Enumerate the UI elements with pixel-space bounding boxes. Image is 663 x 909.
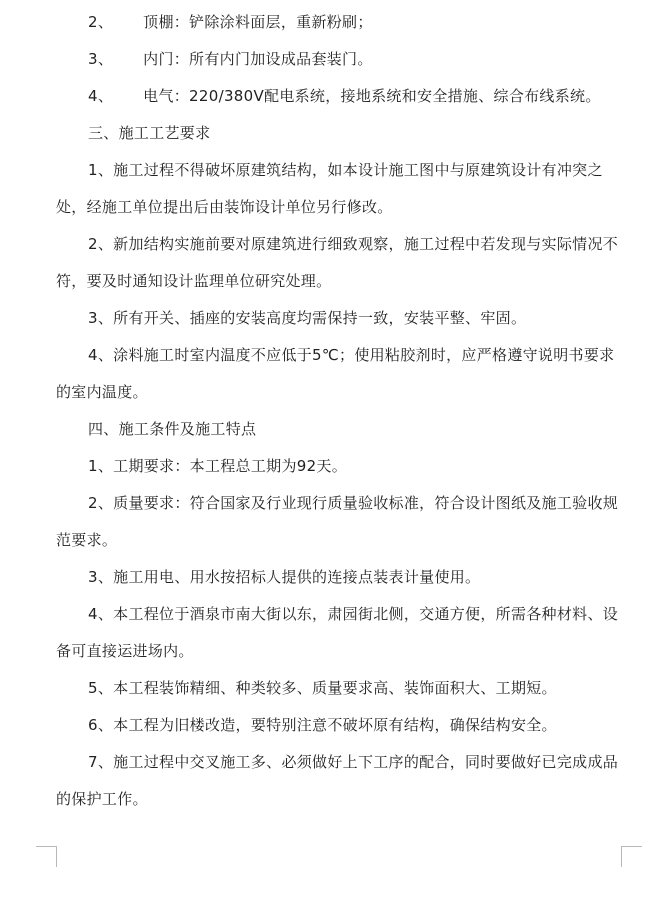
paragraph: 2、新加结构实施前要对原建筑进行细致观察，施工过程中若发现与实际情况不符，要及时通知设计监理单位研究处理。: [56, 235, 619, 290]
list-item-ceiling: [56, 4, 628, 41]
paragraph: 4、本工程位于酒泉市南大街以东，肃园街北侧，交通方便，所需各种材料、设备可直接运进场内。: [56, 605, 619, 660]
paragraph: 7、施工过程中交叉施工多、必须做好上下工序的配合，同时要做好已完成成品的保护工作。: [56, 753, 619, 808]
list-number: 2、: [88, 13, 114, 31]
list-item-doors: [56, 41, 628, 78]
paragraph: 3、所有开关、插座的安装高度均需保持一致，安装平整、牢固。: [88, 309, 527, 327]
list-text: 顶棚：铲除涂料面层，重新粉刷；: [143, 13, 373, 31]
list-item-electrical: [56, 78, 628, 115]
paragraph: 4、涂料施工时室内温度不应低于5℃；使用粘胶剂时，应严格遵守说明书要求的室内温度。: [56, 346, 615, 401]
list-text: 电气：220/380V配电系统，接地系统和安全措施、综合布线系统。: [143, 87, 601, 105]
page-margin-corner-left: [36, 846, 57, 867]
paragraph: 1、施工过程不得破坏原建筑结构，如本设计施工图中与原建筑设计有冲突之处，经施工单位提出后由装饰设计单位另行修改。: [56, 161, 603, 216]
document-body: [56, 4, 628, 818]
list-text: 内门：所有内门加设成品套装门。: [143, 50, 373, 68]
paragraph: 6、本工程为旧楼改造，要特别注意不破坏原有结构，确保结构安全。: [88, 716, 557, 734]
list-number: 4、: [88, 87, 114, 105]
list-number: 3、: [88, 50, 114, 68]
section-heading-conditions: 四、施工条件及施工特点: [88, 420, 257, 438]
paragraph: 5、本工程装饰精细、种类较多、质量要求高、装饰面积大、工期短。: [88, 679, 557, 697]
paragraph: 2、质量要求：符合国家及行业现行质量验收标准，符合设计图纸及施工验收规范要求。: [56, 494, 619, 549]
paragraph: 3、施工用电、用水按招标人提供的连接点装表计量使用。: [88, 568, 481, 586]
page-margin-corner-right: [621, 846, 642, 867]
section-heading-process: 三、施工工艺要求: [88, 124, 211, 142]
paragraph: 1、工期要求：本工程总工期为92天。: [88, 457, 348, 475]
